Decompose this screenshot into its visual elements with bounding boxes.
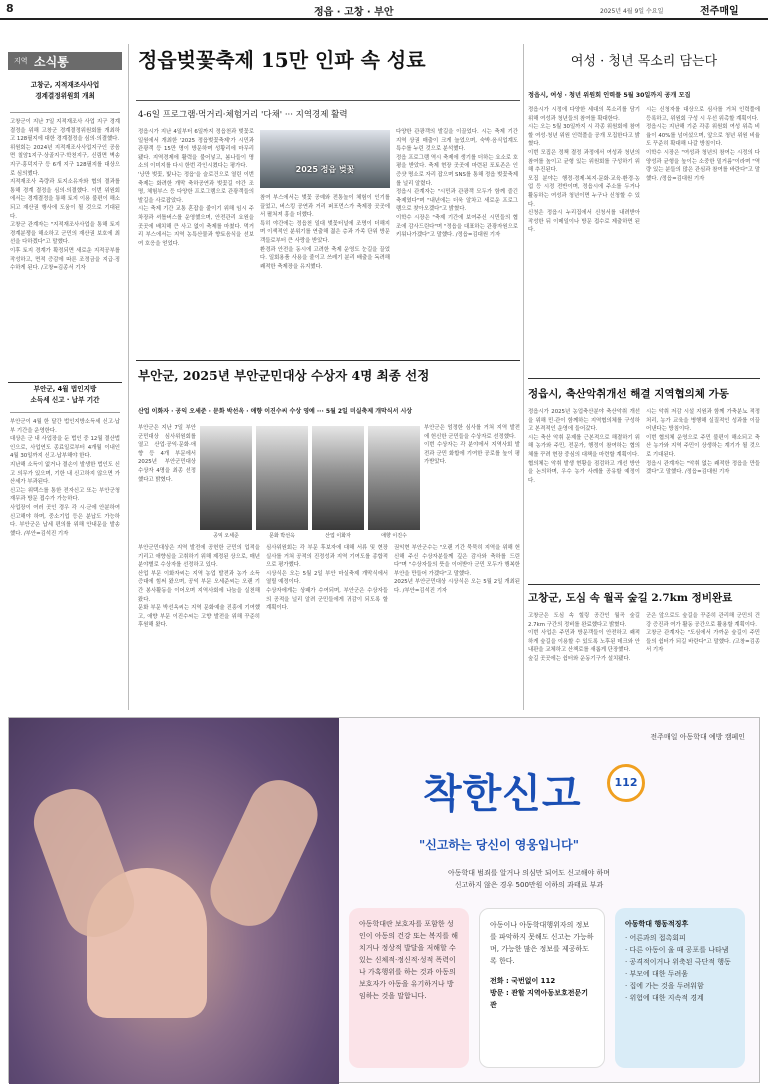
warning-signs-title: 아동학대 행동적징후	[625, 920, 689, 928]
divider	[136, 360, 520, 361]
emergency-112-badge: 112	[607, 764, 645, 802]
warning-sign-item: · 다른 아동이 울 때 공포를 나타냄	[625, 946, 729, 954]
youth-headline: 여성 · 청년 목소리 담는다	[570, 54, 718, 69]
photo-caption: 애향 이진수	[381, 533, 407, 539]
divider	[528, 378, 760, 379]
column-rule	[128, 44, 129, 710]
divider	[136, 100, 520, 101]
warning-sign-item: · 어른과의 접촉회피	[625, 934, 686, 942]
column-rule	[523, 44, 524, 710]
warning-sign-item: · 부모에 대한 두려움	[625, 970, 688, 978]
report-box	[479, 908, 605, 1068]
festival-banner-text: 2025 정읍 벚꽃	[295, 165, 355, 174]
buan-intro: 부안군은 지난 7일 부안군민대상 심사위원회를 열고 산업·공익·문화·애향 등 4개 부문에서 2025년 부안군민대상 수상자 4명을 최종 선정했다고 밝혔다.	[138, 425, 198, 483]
divider	[10, 112, 120, 113]
buan-body-right: 부안군은 엄정한 심사를 거쳐 지역 발전에 헌신한 군민들을 수상자로 선정했다. 이번 수상자는 각 분야에서 지역사회 발전과 군민 화합에 기여한 공로를 높이 평가받았다.	[424, 425, 520, 466]
campaign-org: 전주매일 아동학대 예방 캠페인	[650, 733, 745, 741]
brief-item2-title-line1: 부안군, 4월 법인지방	[33, 385, 97, 393]
photo-caption: 문화 박선옥	[269, 533, 295, 539]
forest-body-col1: 고창군은 도심 속 힐링 공간인 월곡 숲길 2.7km 구간의 정비를 완료했다고 밝혔다. 이번 사업은 주민과 방문객들이 안전하고 쾌적하게 숲길을 이용할 수 있도록 노후된 데크와 안내판을 교체하고 산책로를 새롭게 단장했다. 숲길 곳곳에는 쉼터와 운동기구가 설치됐다.	[528, 613, 640, 662]
brief-header	[8, 52, 122, 70]
adult-hand	[201, 770, 328, 936]
report-phone: 전화 : 국번없이 112	[490, 977, 556, 985]
buan-subhead: 산업 이화자 · 공익 오세준 · 문화 박선옥 · 애향 이진수씨 수상 영예 ··· 5월 2일 미실축제 개막식서 시상	[138, 408, 413, 415]
newspaper-name: 전주매일	[700, 6, 739, 17]
brief-title: 소식통	[34, 55, 69, 69]
definition-box	[349, 908, 469, 1068]
divider	[8, 382, 122, 383]
warning-sign-item: · 집에 가는 것을 두려워함	[625, 982, 704, 990]
youth-body-col2: 시는 신청자를 대상으로 심사를 거쳐 인력풀에 등록하고, 위원회 구성 시 우선 위촉할 계획이다. 정읍시는 지난해 기준 각종 위원회 여성 위촉 비율이 40%를 넘어섰으며, 앞으로 청년 위원 비율도 꾸준히 확대해 나갈 방침이다. 이학수 시장은 "여성과 청년의 참여는 시정의 다양성과 균형을 높이는 소중한 밑거름"이라며 "역량 있는 분들의 많은 관심과 참여를 바란다"고 말했다. /정읍=김대원 기자	[646, 107, 760, 182]
section-title: 정읍 · 고창 · 부안	[314, 7, 394, 18]
campaign-intro-line2: 신고하지 않은 경우 500만원 이하의 과태료 부과	[454, 881, 604, 889]
crying-child-photo	[9, 718, 339, 1084]
award-winner-photo	[256, 426, 308, 530]
youth-subhead: 정읍시, 여성 · 청년 위원회 인력풀 5월 30일까지 공개 모집	[528, 92, 691, 99]
forest-headline: 고창군, 도심 속 월곡 숲길 2.7km 정비완료	[528, 592, 733, 604]
livestock-body-col1: 정읍시가 2025년 농업축산분야 축산악취 개선을 위해 민·관이 함께하는 지역협의체를 구성하고 본격적인 운영에 들어갔다. 시는 축산 악취 문제를 근본적으로 해결하기 위해 농가와 주민, 전문가, 행정이 참여하는 협의체를 꾸려 현장 중심의 대책을 마련할 계획이다. 협의체는 악취 발생 현황을 점검하고 개선 방안을 논의하며, 우수 농가 사례를 공유할 예정이다.	[528, 409, 640, 484]
lead-subhead: 4-6일 프로그램·먹거리·체험거리 '다채' ··· 지역경제 활력	[138, 110, 348, 120]
page-number: 8	[6, 2, 14, 15]
buan-headline: 부안군, 2025년 부안군민대상 수상자 4명 최종 선정	[138, 368, 430, 383]
brief-item1-title-line2: 경계결정위원회 개최	[35, 92, 95, 100]
award-winner-photo	[200, 426, 252, 530]
brief-item1-title	[8, 80, 122, 102]
lead-body-col3: 다양한 관광객의 발길을 이끌었다. 시는 축제 기간 지역 상권 매출이 크게 늘었으며, 숙박·음식업계도 특수를 누린 것으로 분석했다. 정읍 프로그램 역시 축제에 생기를 더하는 요소로 호평을 받았다. 축제 현장 곳곳에 마련된 포토존은 인증샷 명소로 자리 잡으며 SNS를 통해 정읍 벚꽃축제를 널리 알렸다. 정읍시 관계자는 "시민과 관광객 모두가 함께 즐긴 축제였다"며 "내년에는 더욱 알차고 새로운 프로그램으로 찾아오겠다"고 밝혔다. 이학수 시장은 "축제 기간에 보여주신 시민들의 협조에 감사드린다"며 "정읍을 대표하는 관광자원으로 키워나가겠다"고 말했다. /정읍=김대원 기자	[396, 129, 518, 239]
lead-headline: 정읍벚꽃축제 15만 인파 속 성료	[138, 48, 426, 72]
brief-region-label: 지역	[14, 57, 28, 65]
divider	[10, 412, 120, 413]
warning-sign-item: · 공격적이거나 위축된 극단적 행동	[625, 958, 731, 966]
adult-hand	[25, 781, 142, 946]
divider	[528, 584, 760, 585]
buan-body-col3: 권익현 부안군수는 "오랜 기간 묵묵히 지역을 위해 헌신해 주신 수상자분들께 깊은 감사와 축하를 드린다"며 "수상자들의 뜻을 이어받아 군민 모두가 행복한 부안을 만들어 가겠다"고 말했다. 2025년 부안군민대상 시상식은 오는 5월 2일 개최된다. /부안=김석진 기자	[394, 545, 520, 594]
livestock-body-col2: 시는 악취 저감 시설 지원과 함께 가축분뇨 적정 처리, 농가 교육을 병행해 실질적인 성과를 이끌어낸다는 방침이다. 이번 협의체 운영으로 주민 불편이 해소되고 축산 농가와 지역 주민이 상생하는 계기가 될 것으로 기대된다. 정읍시 관계자는 "악취 없는 쾌적한 정읍을 만들겠다"고 말했다. /정읍=김대원 기자	[646, 409, 760, 476]
festival-photo	[260, 130, 390, 188]
child-abuse-campaign-ad	[8, 717, 760, 1083]
issue-date: 2025년 4월 9일 수요일	[600, 8, 664, 15]
brief-item1-body: 고창군이 지난 7일 지적재조사 사업 지구 경계결정을 위해 고창군 경계결정위원회를 개최하고 128필지에 대한 경계결정을 심의·의결했다. 위원회는 2024년 지적재조사사업지구인 공음면 칠암1지구·상골지구·학천지구, 신림면 벽송지구·흥덕지구 등 6개 지구 128필지를 대상으로 심의했다. 지적재조사 측량과 토지소유자와 협의 결과를 통해 경계 결정을 심의·의결했다. 이번 위원회에서는 경계결정을 통해 토지 이용 불편이 해소되고 재산권 행사에 도움이 될 것으로 기대된다. 고창군 관계자는 "지적재조사사업을 통해 토지경계분쟁을 해소하고 군민의 재산권 보호에 최선을 다하겠다"고 말했다. 이후 토지 경계가 확정되면 새로운 지적공부를 작성하고, 면적 증감에 따른 조정금을 지급·징수하게 된다. /고창=김종서 기자	[10, 119, 120, 272]
report-text: 아동이나 아동학대행위자의 정보를 파악하지 못해도 신고는 가능하며, 가능한 많은 정보를 제공하도록 한다.	[490, 921, 594, 965]
forest-body-col2: 군은 앞으로도 숲길을 꾸준히 관리해 군민의 건강 증진과 여가 활동 공간으로 활용할 계획이다. 고창군 관계자는 "도심에서 가까운 숲길이 주민들의 쉼터가 되길 바란다"고 말했다. /고창=김종서 기자	[646, 613, 760, 654]
campaign-intro-line1: 아동학대 범죄를 알거나 의심만 되어도 신고해야 하며	[447, 869, 611, 877]
lead-body-col1: 정읍시가 지난 4일부터 6일까지 정읍천과 벚꽃로 일원에서 개최한 '2025 정읍벚꽃축제'가 시민과 관광객 등 15만 명이 방문하며 성황리에 마무리됐다. 지역경제에 활력을 불어넣고, 봄나들이 명소의 이미지를 다시 한번 각인시켰다는 평가다. '낭만 벚꽃, 빛나는 정읍'을 슬로건으로 열린 이번 축제는 화려한 개막 축하공연과 벚꽃길 야간 조명, 체험부스 등 다양한 프로그램으로 관광객들의 발길을 사로잡았다. 시는 축제 기간 교통 혼잡을 줄이기 위해 임시 주차장과 셔틀버스를 운영했으며, 안전관리 요원을 곳곳에 배치해 큰 사고 없이 축제를 마쳤다. 먹거리 부스에서는 지역 농특산물과 향토음식을 선보여 호응을 얻었다.	[138, 129, 254, 247]
brief-item2-body: 부안군이 4월 한 달간 법인지방소득세 신고·납부 기간을 운영한다. 대상은 군 내 사업장을 둔 법인 중 12월 결산법인으로, 사업연도 종료일로부터 4개월 이내인 4월 30일까지 신고·납부해야 한다. 지난해 소득이 없거나 결손이 발생한 법인도 신고 의무가 있으며, 기한 내 신고하지 않으면 가산세가 부과된다. 신고는 위택스를 통한 전자신고 또는 부안군청 재무과 방문 접수가 가능하다. 사업장이 여러 곳인 경우 각 시·군에 안분하여 신고해야 하며, 중소기업 등은 분납도 가능하다. 부안군은 납세 편의를 위해 안내문을 발송했다. /부안=김석진 기자	[10, 419, 120, 537]
photo-caption: 공익 오세준	[213, 533, 239, 539]
report-visit: 방문 : 관할 지역아동보호전문기관	[490, 989, 589, 1009]
buan-body-col2: 심사위원회는 각 부문 후보자에 대해 서류 및 현장 실사를 거쳐 공적의 진정성과 지역 기여도를 종합적으로 평가했다. 시상식은 오는 5월 2일 부안 마실축제 개막식에서 열릴 예정이다. 수상자에게는 상패가 수여되며, 부안군은 수상자들의 공적을 널리 알려 군민들에게 귀감이 되도록 할 계획이다.	[266, 545, 388, 612]
warning-sign-item: · 위험에 대한 지속적 경계	[625, 994, 704, 1002]
award-winner-photo	[312, 426, 364, 530]
warning-signs-box	[615, 908, 745, 1068]
definition-text: 아동학대란 보호자를 포함한 성인이 아동의 건강 또는 복지를 해치거나 정상적 발달을 저해할 수 있는 신체적·정신적·성적 폭력이나 가혹행위를 하는 것과 아동의 보호자가 아동을 유기하거나 방임하는 것을 말합니다.	[359, 920, 459, 1000]
livestock-headline: 정읍시, 축산악취개선 해결 지역협의체 가동	[528, 388, 729, 400]
youth-body-col1: 정읍시가 시정에 다양한 세대의 목소리를 담기 위해 여성과 청년들의 참여를 확대한다. 시는 오는 5월 30일까지 시 각종 위원회에 참여할 여성·청년 위원 인력풀을 공개 모집한다고 밝혔다. 이번 모집은 정책 결정 과정에서 여성과 청년의 참여를 높이고 균형 있는 위원회를 구성하기 위해 추진된다. 모집 분야는 행정·경제·복지·문화·교육·환경·농업 등 시정 전반이며, 정읍시에 주소를 두거나 활동하는 여성과 청년이면 누구나 신청할 수 있다. 신청은 정읍시 누리집에서 신청서를 내려받아 작성한 뒤 이메일이나 방문 접수로 제출하면 된다.	[528, 107, 640, 234]
photo-caption: 산업 이화자	[325, 533, 351, 539]
buan-body-col1: 부안군민대상은 지역 발전에 공헌한 군민의 업적을 기리고 애향심을 고취하기 위해 제정된 상으로, 매년 분야별로 수상자를 선정하고 있다. 산업 부문 이화자씨는 지역 농업 발전과 농가 소득 증대에 힘써 왔으며, 공익 부문 오세준씨는 오랜 기간 봉사활동을 이어오며 지역사회에 나눔을 실천해 왔다. 문화 부문 박선옥씨는 지역 문화예술 진흥에 기여했고, 애향 부문 이진수씨는 고향 발전을 위해 꾸준히 후원해 왔다.	[138, 545, 260, 629]
brief-item2-title	[8, 384, 122, 406]
campaign-title: 착한신고	[423, 771, 582, 817]
lead-body-col2: 참여 부스에서는 벚꽃 공예와 전통놀이 체험이 인기를 끌었고, 버스킹 공연과 거리 퍼포먼스가 축제장 곳곳에서 펼쳐져 흥을 더했다. 특히 야간에는 정읍천 일대 벚꽃터널에 조명이 더해지며 이색적인 분위기를 연출해 젊은 층과 가족 단위 방문객들로부터 큰 사랑을 받았다. 환경과 안전을 동시에 고려한 축제 운영도 눈길을 끌었다. 일회용품 사용을 줄이고 쓰레기 분리 배출을 독려해 쾌적한 축제장을 유지했다.	[260, 195, 390, 270]
brief-item1-title-line1: 고창군, 지적재조사사업	[30, 81, 100, 89]
campaign-slogan: "신고하는 당신이 영웅입니다"	[419, 838, 579, 852]
brief-item2-title-line2: 소득세 신고 · 납부 기간	[30, 396, 100, 404]
award-winner-photo	[368, 426, 420, 530]
